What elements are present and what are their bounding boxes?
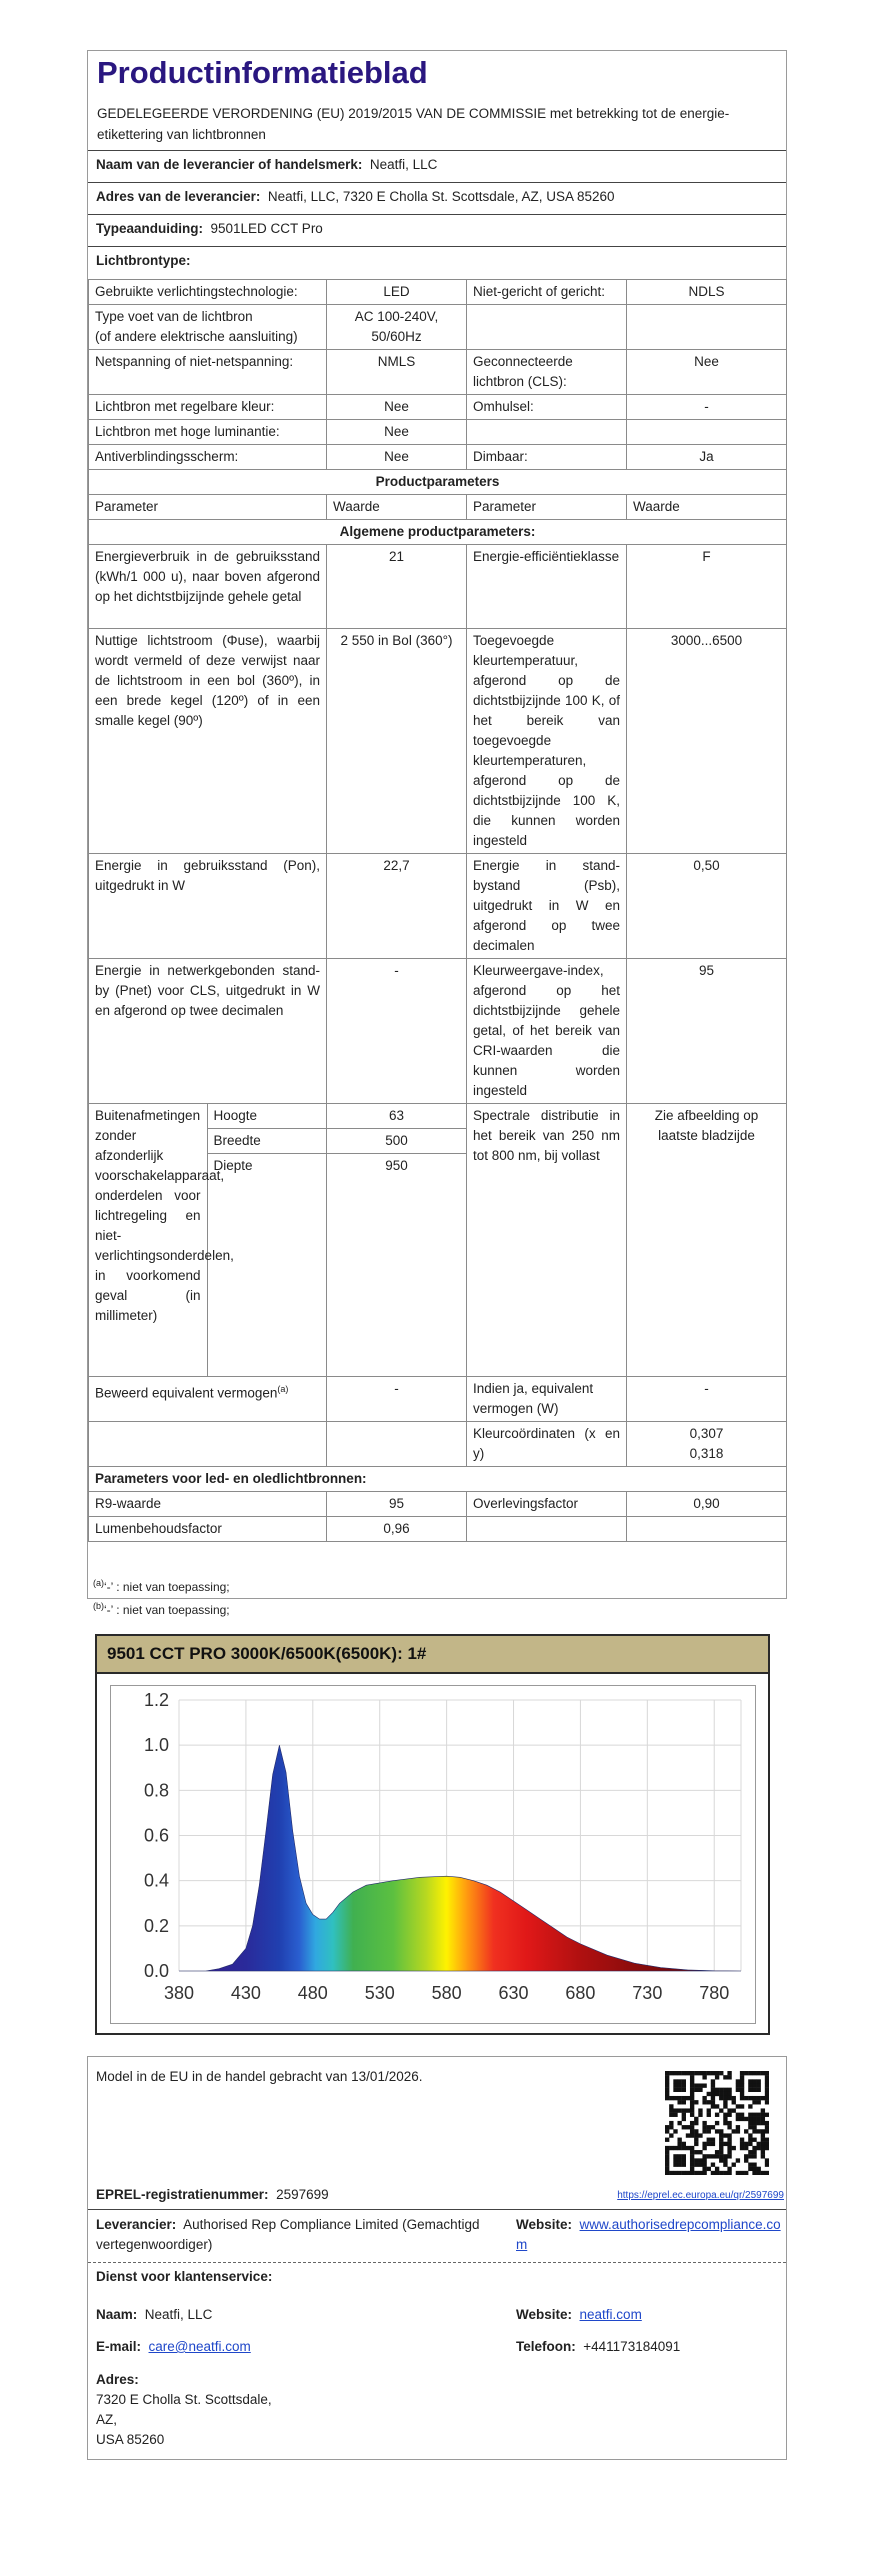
col-header: Parameter	[467, 495, 627, 520]
table-cell: Lumenbehoudsfactor	[89, 1517, 327, 1542]
service-phone: Telefoon: +441173184091	[516, 2339, 681, 2354]
address-line: AZ,	[96, 2412, 118, 2427]
section-heading: Algemene productparameters:	[89, 520, 787, 545]
divider	[88, 2209, 786, 2210]
eprel-number: 2597699	[276, 2187, 329, 2202]
x-tick-label: 680	[565, 1983, 596, 2003]
eprel-link[interactable]: https://eprel.ec.europa.eu/qr/2597699	[617, 2190, 784, 2201]
service-website: Website: neatfi.com	[516, 2307, 642, 2322]
table-cell: 0,90	[627, 1492, 787, 1517]
table-cell: NDLS	[627, 280, 787, 305]
y-tick-label: 1.2	[143, 1690, 169, 1710]
equiv-label: Beweerd equivalent vermogen	[95, 1385, 278, 1401]
col-header: Waarde	[627, 495, 787, 520]
service-title: Dienst voor klantenservice:	[96, 2269, 273, 2284]
table-cell: -	[627, 1377, 787, 1422]
table-cell: AC 100-240V, 50/60Hz	[327, 305, 467, 350]
chart-header	[97, 1636, 768, 1674]
table-cell: Geconnecteerde lichtbron (CLS):	[467, 350, 627, 395]
table-cell: Omhulsel:	[467, 395, 627, 420]
table-cell	[627, 420, 787, 445]
coord-y: 0,318	[689, 1446, 724, 1461]
table-cell	[467, 1517, 627, 1542]
table-cell: Nee	[327, 445, 467, 470]
dim-width-label: Breedte	[207, 1129, 327, 1154]
x-tick-label: 780	[699, 1983, 730, 2003]
chart-title: 9501 CCT PRO 3000K/6500K(6500K): 1#	[107, 1644, 427, 1663]
table-cell: Energie in netwerkgebonden stand-by (Pnet) voor CLS, uitgedrukt in W en afgerond op twee decimalen	[89, 959, 327, 1104]
table-cell: Kleurweergave-index, afgerond op het dichtstbijzijnde gehele getal, of het bereik van CRI-waarden die kunnen worden ingesteld	[467, 959, 627, 1104]
model-label: Typeaanduiding:	[96, 221, 203, 236]
table-row	[89, 445, 787, 470]
service-website-link[interactable]: neatfi.com	[579, 2307, 642, 2322]
table-cell	[327, 1104, 467, 1377]
table-row	[89, 520, 787, 545]
table-row	[89, 495, 787, 520]
table-cell: 21	[327, 545, 467, 629]
spectrum-svg	[111, 1686, 757, 2025]
service-name-value: Neatfi, LLC	[144, 2307, 213, 2322]
lightsource-label: Lichtbrontype:	[96, 253, 191, 268]
table-cell: Kleurcoördinaten (x en y)	[467, 1422, 627, 1467]
table-cell	[89, 305, 327, 350]
table-row	[89, 1422, 787, 1467]
divider	[88, 2262, 786, 2263]
table-row	[89, 854, 787, 959]
table-cell	[89, 1104, 327, 1377]
table-cell: Energie in gebruiksstand (Pon), uitgedrukt in W	[89, 854, 327, 959]
footnote-b: $^{(b)}$‘-’ : niet van toepassing;	[93, 1601, 230, 1617]
table-cell: Beweerd equivalent vermogen$^{(a)}$	[89, 1377, 327, 1422]
table-cell: LED	[327, 280, 467, 305]
table-cell: Ja	[627, 445, 787, 470]
y-tick-label: 0.4	[143, 1870, 169, 1891]
card-supplier-label: Leverancier:	[96, 2217, 177, 2232]
dimensions-label: Buitenafmetingen zonder afzonderlijk voorschakelapparaat, onderdelen voor lichtregeling en niet-verlichtingsonderdelen, in voorkomend geval (in millimeter)	[89, 1104, 207, 1376]
dim-height-value: 63	[327, 1104, 466, 1129]
x-tick-label: 430	[230, 1983, 261, 2003]
table-cell: Nee	[327, 395, 467, 420]
table-cell: 95	[627, 959, 787, 1104]
table-cell: Gebruikte verlichtingstechnologie:	[89, 280, 327, 305]
y-tick-label: 0.8	[143, 1780, 169, 1801]
table-cell: R9-waarde	[89, 1492, 327, 1517]
address-label: Adres van de leverancier:	[96, 189, 261, 204]
lightsource-row	[88, 246, 786, 275]
footnote-a: $^{(a)}$‘-’ : niet van toepassing;	[93, 1578, 230, 1594]
regulation-subtitle: GEDELEGEERDE VERORDENING (EU) 2019/2015 VAN DE COMMISSIE met betrekking tot de energie-etikettering van lichtbronnen	[97, 106, 730, 142]
chart-plot-frame	[110, 1685, 756, 2024]
x-tick-label: 380	[163, 1983, 195, 2003]
table-row	[89, 470, 787, 495]
y-tick-label: 0.0	[143, 1961, 169, 1981]
table-cell: Energieverbruik in de gebruiksstand (kWh/1 000 u), naar boven afgerond op het dichtstbijzijnde gehele getal	[89, 545, 327, 629]
table-row	[89, 1492, 787, 1517]
lightsource-table	[88, 279, 787, 1542]
eprel-row	[96, 2185, 329, 2205]
table-cell: 22,7	[327, 854, 467, 959]
table-cell	[467, 420, 627, 445]
table-cell	[89, 1422, 327, 1467]
address-line: USA 85260	[96, 2432, 165, 2447]
dimensions-values	[327, 1104, 466, 1376]
placed-on-market: Model in de EU in de handel gebracht van 13/01/2026.	[96, 2069, 423, 2084]
eprel-card	[87, 2056, 787, 2460]
table-cell	[627, 1517, 787, 1542]
table-cell: Niet-gericht of gericht:	[467, 280, 627, 305]
x-tick-label: 580	[431, 1983, 462, 2003]
phone-value: +441173184091	[583, 2339, 681, 2354]
model-row	[88, 214, 786, 243]
table-row	[89, 395, 787, 420]
spectrum-area	[179, 1745, 741, 1971]
table-row	[89, 350, 787, 395]
table-cell: Toegevoegde kleurtemperatuur, afgerond op de dichtstbijzijnde 100 K, of het bereik van toegevoegde kleurtemperaturen, afgerond op de dichtstbijzijnde 100 K, die kunnen worden ingesteld	[467, 629, 627, 854]
service-address: Adres: 7320 E Cholla St. Scottsdale, AZ, USA 85260	[96, 2370, 272, 2450]
x-tick-label: 530	[364, 1983, 395, 2003]
address-line: 7320 E Cholla St. Scottsdale,	[96, 2392, 272, 2407]
table-cell: Dimbaar:	[467, 445, 627, 470]
table-row	[89, 629, 787, 854]
supplier-website	[516, 2215, 786, 2255]
dim-depth-value: 950	[385, 1158, 408, 1173]
table-cell: 95	[327, 1492, 467, 1517]
section-heading: Productparameters	[89, 470, 787, 495]
table-row	[89, 959, 787, 1104]
table-cell: 0,50	[627, 854, 787, 959]
y-tick-label: 0.2	[143, 1915, 169, 1936]
table-cell	[467, 305, 627, 350]
service-email: E-mail: care@neatfi.com	[96, 2339, 251, 2354]
table-row	[89, 1517, 787, 1542]
table-cell	[627, 1422, 787, 1467]
table-cell: Overlevingsfactor	[467, 1492, 627, 1517]
qr-code-icon[interactable]	[665, 2071, 769, 2175]
table-row	[89, 545, 787, 629]
dimensions-subtable	[89, 1104, 327, 1376]
y-tick-label: 1.0	[143, 1735, 169, 1756]
table-cell	[627, 305, 787, 350]
table-cell: Nee	[627, 350, 787, 395]
card-supplier-value: Authorised Rep Compliance Limited (Gemachtigd vertegenwoordiger)	[96, 2217, 480, 2252]
table-row	[89, 1104, 787, 1377]
email-link[interactable]: care@neatfi.com	[148, 2339, 251, 2354]
website-link[interactable]: www.authorisedrepcompliance.com	[516, 2217, 781, 2252]
table-row	[89, 420, 787, 445]
dim-depth-label: Diepte	[213, 1158, 253, 1173]
table-cell: Nee	[327, 420, 467, 445]
table-row	[89, 280, 787, 305]
y-tick-label: 0.6	[143, 1825, 169, 1846]
supplier-info	[96, 2215, 516, 2255]
table-cell: Antiverblindingsscherm:	[89, 445, 327, 470]
table-row	[89, 305, 787, 350]
page-title: Productinformatieblad	[97, 55, 428, 90]
table-row	[89, 1377, 787, 1422]
table-cell: -	[627, 395, 787, 420]
supplier-value: Neatfi, LLC	[369, 157, 438, 172]
table-cell: 3000...6500	[627, 629, 787, 854]
dim-height-label: Hoogte	[207, 1104, 327, 1129]
lamp-cap-label: Type voet van de lichtbron	[95, 309, 253, 324]
table-row	[89, 1467, 787, 1492]
table-cell: Nuttige lichtstroom (Φuse), waarbij wordt vermeld of deze verwijst naar de lichtstroom in een bol (360º), in een brede kegel (120º) of in een smalle kegel (90º)	[89, 629, 327, 854]
table-cell: F	[627, 545, 787, 629]
service-name: Naam: Neatfi, LLC	[96, 2307, 213, 2322]
table-cell: Spectrale distributie in het bereik van 250 nm tot 800 nm, bij vollast	[467, 1104, 627, 1377]
eprel-label: EPREL-registratienummer:	[96, 2187, 269, 2202]
table-cell: Energie in stand-bystand (Psb), uitgedrukt in W en afgerond op twee decimalen	[467, 854, 627, 959]
lamp-cap-sub: (of andere elektrische aansluiting)	[95, 329, 298, 344]
product-info-sheet	[87, 50, 787, 1599]
section-heading: Parameters voor led- en oledlichtbronnen:	[89, 1467, 787, 1492]
spectrum-chart	[95, 1634, 770, 2035]
website-label: Website:	[516, 2217, 573, 2232]
table-cell: 2 550 in Bol (360°)	[327, 629, 467, 854]
table-cell: Indien ja, equivalent vermogen (W)	[467, 1377, 627, 1422]
supplier-label: Naam van de leverancier of handelsmerk:	[96, 157, 363, 172]
table-cell: Energie-efficiëntieklasse	[467, 545, 627, 629]
coord-x: 0,307	[689, 1426, 724, 1441]
supplier-row	[88, 150, 786, 179]
x-tick-label: 480	[297, 1983, 328, 2003]
x-tick-label: 630	[498, 1983, 529, 2003]
table-cell: NMLS	[327, 350, 467, 395]
address-value: Neatfi, LLC, 7320 E Cholla St. Scottsdale, AZ, USA 85260	[267, 189, 615, 204]
table-cell: -	[327, 959, 467, 1104]
table-cell: Zie afbeelding op laatste bladzijde	[627, 1104, 787, 1377]
x-tick-label: 730	[632, 1983, 663, 2003]
table-cell	[327, 1422, 467, 1467]
model-value: 9501LED CCT Pro	[210, 221, 323, 236]
col-header: Parameter	[89, 495, 327, 520]
dim-width-value: 500	[327, 1129, 466, 1154]
col-header: Waarde	[327, 495, 467, 520]
table-cell: 0,96	[327, 1517, 467, 1542]
address-row	[88, 182, 786, 211]
table-cell: -	[327, 1377, 467, 1422]
table-cell: Netspanning of niet-netspanning:	[89, 350, 327, 395]
table-cell: Lichtbron met hoge luminantie:	[89, 420, 327, 445]
table-cell: Lichtbron met regelbare kleur:	[89, 395, 327, 420]
